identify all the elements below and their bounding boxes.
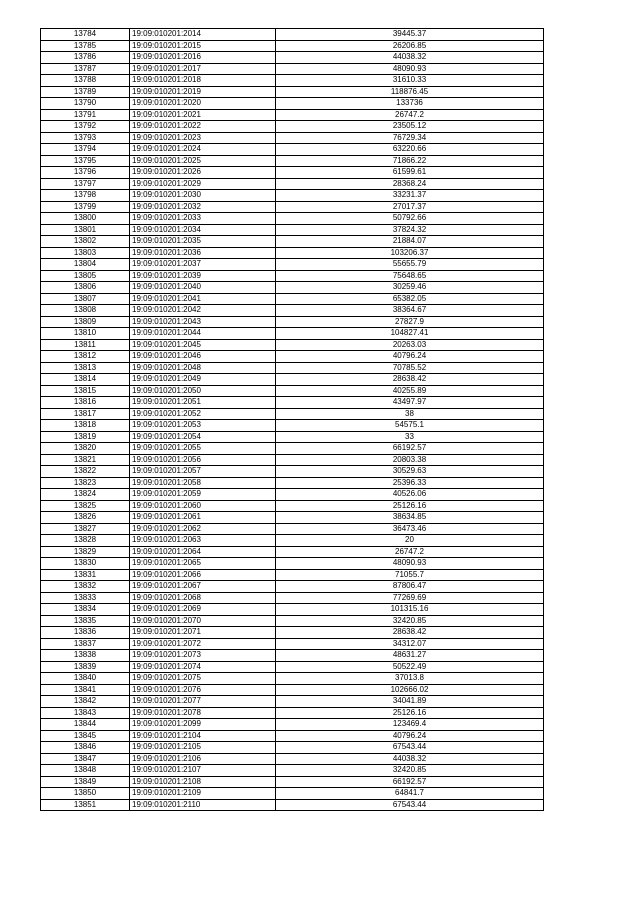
cadastral-number-cell: 19:09:010201:2053 (130, 420, 276, 432)
table-row (41, 132, 544, 144)
row-number-cell: 13814 (41, 374, 130, 386)
row-number-cell: 13845 (41, 730, 130, 742)
cadastral-number-cell: 19:09:010201:2050 (130, 385, 276, 397)
table-row (41, 799, 544, 811)
row-number-cell: 13804 (41, 259, 130, 271)
value-cell: 66192.57 (276, 776, 544, 788)
table-row (41, 121, 544, 133)
value-cell: 61599.61 (276, 167, 544, 179)
row-number-cell: 13836 (41, 627, 130, 639)
cadastral-number-cell: 19:09:010201:2057 (130, 466, 276, 478)
cadastral-number-cell: 19:09:010201:2065 (130, 558, 276, 570)
row-number-cell: 13851 (41, 799, 130, 811)
cadastral-number-cell: 19:09:010201:2017 (130, 63, 276, 75)
value-cell: 27827.9 (276, 316, 544, 328)
row-number-cell: 13848 (41, 765, 130, 777)
row-number-cell: 13830 (41, 558, 130, 570)
value-cell: 25126.16 (276, 500, 544, 512)
value-cell: 48090.93 (276, 63, 544, 75)
value-cell: 43497.97 (276, 397, 544, 409)
row-number-cell: 13823 (41, 477, 130, 489)
cadastral-number-cell: 19:09:010201:2078 (130, 707, 276, 719)
row-number-cell: 13798 (41, 190, 130, 202)
row-number-cell: 13815 (41, 385, 130, 397)
row-number-cell: 13844 (41, 719, 130, 731)
value-cell: 30529.63 (276, 466, 544, 478)
table-row (41, 638, 544, 650)
table-row (41, 523, 544, 535)
table-row (41, 776, 544, 788)
value-cell: 30259.46 (276, 282, 544, 294)
value-cell: 67543.44 (276, 742, 544, 754)
value-cell: 36473.46 (276, 523, 544, 535)
row-number-cell: 13817 (41, 408, 130, 420)
value-cell: 26206.85 (276, 40, 544, 52)
table-row (41, 569, 544, 581)
cadastral-number-cell: 19:09:010201:2055 (130, 443, 276, 455)
value-cell: 20263.03 (276, 339, 544, 351)
cadastral-number-cell: 19:09:010201:2075 (130, 673, 276, 685)
table-row (41, 650, 544, 662)
row-number-cell: 13850 (41, 788, 130, 800)
row-number-cell: 13821 (41, 454, 130, 466)
cadastral-number-cell: 19:09:010201:2039 (130, 270, 276, 282)
cadastral-number-cell: 19:09:010201:2042 (130, 305, 276, 317)
table-row (41, 190, 544, 202)
value-cell: 40526.06 (276, 489, 544, 501)
row-number-cell: 13800 (41, 213, 130, 225)
table-row (41, 144, 544, 156)
row-number-cell: 13785 (41, 40, 130, 52)
value-cell: 76729.34 (276, 132, 544, 144)
value-cell: 104827.41 (276, 328, 544, 340)
cadastral-number-cell: 19:09:010201:2058 (130, 477, 276, 489)
table-row (41, 477, 544, 489)
value-cell: 37824.32 (276, 224, 544, 236)
value-cell: 33 (276, 431, 544, 443)
table-row (41, 178, 544, 190)
cadastral-number-cell: 19:09:010201:2067 (130, 581, 276, 593)
value-cell: 66192.57 (276, 443, 544, 455)
value-cell: 26747.2 (276, 546, 544, 558)
table-row (41, 385, 544, 397)
cadastral-value-table (40, 28, 544, 811)
row-number-cell: 13834 (41, 604, 130, 616)
value-cell: 31610.33 (276, 75, 544, 87)
value-cell: 103206.37 (276, 247, 544, 259)
row-number-cell: 13847 (41, 753, 130, 765)
cadastral-number-cell: 19:09:010201:2043 (130, 316, 276, 328)
value-cell: 40796.24 (276, 351, 544, 363)
row-number-cell: 13824 (41, 489, 130, 501)
table-row (41, 673, 544, 685)
table-row (41, 604, 544, 616)
row-number-cell: 13826 (41, 512, 130, 524)
cadastral-number-cell: 19:09:010201:2052 (130, 408, 276, 420)
row-number-cell: 13846 (41, 742, 130, 754)
table-row (41, 592, 544, 604)
table-body (41, 29, 544, 811)
table-row (41, 270, 544, 282)
value-cell: 38 (276, 408, 544, 420)
row-number-cell: 13809 (41, 316, 130, 328)
table-row (41, 558, 544, 570)
table-row (41, 155, 544, 167)
value-cell: 48631.27 (276, 650, 544, 662)
row-number-cell: 13788 (41, 75, 130, 87)
value-cell: 55655.79 (276, 259, 544, 271)
row-number-cell: 13813 (41, 362, 130, 374)
row-number-cell: 13793 (41, 132, 130, 144)
value-cell: 63220.66 (276, 144, 544, 156)
table-row (41, 282, 544, 294)
table-row (41, 98, 544, 110)
cadastral-number-cell: 19:09:010201:2109 (130, 788, 276, 800)
row-number-cell: 13799 (41, 201, 130, 213)
value-cell: 40255.89 (276, 385, 544, 397)
table-row (41, 63, 544, 75)
value-cell: 71055.7 (276, 569, 544, 581)
row-number-cell: 13822 (41, 466, 130, 478)
cadastral-number-cell: 19:09:010201:2021 (130, 109, 276, 121)
table-row (41, 535, 544, 547)
row-number-cell: 13797 (41, 178, 130, 190)
cadastral-number-cell: 19:09:010201:2072 (130, 638, 276, 650)
row-number-cell: 13840 (41, 673, 130, 685)
cadastral-number-cell: 19:09:010201:2105 (130, 742, 276, 754)
row-number-cell: 13789 (41, 86, 130, 98)
table-row (41, 362, 544, 374)
cadastral-number-cell: 19:09:010201:2016 (130, 52, 276, 64)
table-row (41, 466, 544, 478)
cadastral-number-cell: 19:09:010201:2077 (130, 696, 276, 708)
value-cell: 32420.85 (276, 765, 544, 777)
cadastral-number-cell: 19:09:010201:2024 (130, 144, 276, 156)
cadastral-number-cell: 19:09:010201:2066 (130, 569, 276, 581)
value-cell: 39445.37 (276, 29, 544, 41)
cadastral-number-cell: 19:09:010201:2108 (130, 776, 276, 788)
table-row (41, 742, 544, 754)
row-number-cell: 13833 (41, 592, 130, 604)
row-number-cell: 13794 (41, 144, 130, 156)
table-row (41, 489, 544, 501)
cadastral-number-cell: 19:09:010201:2041 (130, 293, 276, 305)
table-row (41, 500, 544, 512)
table-row (41, 374, 544, 386)
value-cell: 87806.47 (276, 581, 544, 593)
cadastral-number-cell: 19:09:010201:2056 (130, 454, 276, 466)
cadastral-number-cell: 19:09:010201:2099 (130, 719, 276, 731)
cadastral-number-cell: 19:09:010201:2060 (130, 500, 276, 512)
value-cell: 48090.93 (276, 558, 544, 570)
cadastral-number-cell: 19:09:010201:2064 (130, 546, 276, 558)
value-cell: 44038.32 (276, 52, 544, 64)
table-row (41, 707, 544, 719)
table-row (41, 293, 544, 305)
cadastral-number-cell: 19:09:010201:2076 (130, 684, 276, 696)
table-row (41, 167, 544, 179)
table-row (41, 627, 544, 639)
value-cell: 33231.37 (276, 190, 544, 202)
row-number-cell: 13820 (41, 443, 130, 455)
row-number-cell: 13784 (41, 29, 130, 41)
cadastral-number-cell: 19:09:010201:2048 (130, 362, 276, 374)
cadastral-number-cell: 19:09:010201:2106 (130, 753, 276, 765)
cadastral-number-cell: 19:09:010201:2070 (130, 615, 276, 627)
value-cell: 77269.69 (276, 592, 544, 604)
table-row (41, 788, 544, 800)
table-row (41, 765, 544, 777)
row-number-cell: 13791 (41, 109, 130, 121)
cadastral-number-cell: 19:09:010201:2040 (130, 282, 276, 294)
value-cell: 54575.1 (276, 420, 544, 432)
cadastral-number-cell: 19:09:010201:2068 (130, 592, 276, 604)
table-row (41, 431, 544, 443)
table-row (41, 52, 544, 64)
cadastral-number-cell: 19:09:010201:2034 (130, 224, 276, 236)
row-number-cell: 13838 (41, 650, 130, 662)
cadastral-number-cell: 19:09:010201:2045 (130, 339, 276, 351)
row-number-cell: 13825 (41, 500, 130, 512)
table-row (41, 661, 544, 673)
row-number-cell: 13806 (41, 282, 130, 294)
value-cell: 23505.12 (276, 121, 544, 133)
cadastral-number-cell: 19:09:010201:2033 (130, 213, 276, 225)
table-row (41, 443, 544, 455)
cadastral-number-cell: 19:09:010201:2036 (130, 247, 276, 259)
row-number-cell: 13819 (41, 431, 130, 443)
row-number-cell: 13802 (41, 236, 130, 248)
cadastral-number-cell: 19:09:010201:2110 (130, 799, 276, 811)
table-row (41, 408, 544, 420)
cadastral-number-cell: 19:09:010201:2051 (130, 397, 276, 409)
value-cell: 75648.65 (276, 270, 544, 282)
cadastral-number-cell: 19:09:010201:2020 (130, 98, 276, 110)
row-number-cell: 13839 (41, 661, 130, 673)
table-row (41, 29, 544, 41)
table-row (41, 753, 544, 765)
row-number-cell: 13842 (41, 696, 130, 708)
table-row (41, 696, 544, 708)
table-row (41, 305, 544, 317)
row-number-cell: 13832 (41, 581, 130, 593)
value-cell: 20803.38 (276, 454, 544, 466)
cadastral-number-cell: 19:09:010201:2032 (130, 201, 276, 213)
table-row (41, 316, 544, 328)
cadastral-number-cell: 19:09:010201:2054 (130, 431, 276, 443)
cadastral-number-cell: 19:09:010201:2025 (130, 155, 276, 167)
row-number-cell: 13812 (41, 351, 130, 363)
value-cell: 50522.49 (276, 661, 544, 673)
cadastral-number-cell: 19:09:010201:2061 (130, 512, 276, 524)
row-number-cell: 13792 (41, 121, 130, 133)
row-number-cell: 13835 (41, 615, 130, 627)
row-number-cell: 13790 (41, 98, 130, 110)
row-number-cell: 13811 (41, 339, 130, 351)
row-number-cell: 13810 (41, 328, 130, 340)
table-row (41, 224, 544, 236)
row-number-cell: 13801 (41, 224, 130, 236)
value-cell: 27017.37 (276, 201, 544, 213)
row-number-cell: 13805 (41, 270, 130, 282)
cadastral-number-cell: 19:09:010201:2015 (130, 40, 276, 52)
table-row (41, 40, 544, 52)
value-cell: 118876.45 (276, 86, 544, 98)
cadastral-number-cell: 19:09:010201:2104 (130, 730, 276, 742)
cadastral-number-cell: 19:09:010201:2062 (130, 523, 276, 535)
table-row (41, 201, 544, 213)
table-row (41, 719, 544, 731)
value-cell: 34041.89 (276, 696, 544, 708)
value-cell: 28638.42 (276, 627, 544, 639)
row-number-cell: 13796 (41, 167, 130, 179)
value-cell: 26747.2 (276, 109, 544, 121)
row-number-cell: 13843 (41, 707, 130, 719)
value-cell: 40796.24 (276, 730, 544, 742)
table-row (41, 109, 544, 121)
row-number-cell: 13831 (41, 569, 130, 581)
row-number-cell: 13808 (41, 305, 130, 317)
value-cell: 38364.67 (276, 305, 544, 317)
value-cell: 133736 (276, 98, 544, 110)
value-cell: 44038.32 (276, 753, 544, 765)
row-number-cell: 13807 (41, 293, 130, 305)
value-cell: 71866.22 (276, 155, 544, 167)
value-cell: 67543.44 (276, 799, 544, 811)
table-row (41, 581, 544, 593)
cadastral-number-cell: 19:09:010201:2073 (130, 650, 276, 662)
cadastral-number-cell: 19:09:010201:2107 (130, 765, 276, 777)
cadastral-number-cell: 19:09:010201:2029 (130, 178, 276, 190)
cadastral-number-cell: 19:09:010201:2049 (130, 374, 276, 386)
value-cell: 34312.07 (276, 638, 544, 650)
cadastral-number-cell: 19:09:010201:2037 (130, 259, 276, 271)
value-cell: 38634.85 (276, 512, 544, 524)
value-cell: 25126.16 (276, 707, 544, 719)
cadastral-number-cell: 19:09:010201:2030 (130, 190, 276, 202)
value-cell: 123469.4 (276, 719, 544, 731)
value-cell: 37013.8 (276, 673, 544, 685)
table-row (41, 328, 544, 340)
value-cell: 101315.16 (276, 604, 544, 616)
value-cell: 70785.52 (276, 362, 544, 374)
table-row (41, 236, 544, 248)
value-cell: 25396.33 (276, 477, 544, 489)
row-number-cell: 13829 (41, 546, 130, 558)
table-row (41, 546, 544, 558)
value-cell: 20 (276, 535, 544, 547)
row-number-cell: 13849 (41, 776, 130, 788)
table-row (41, 420, 544, 432)
value-cell: 64841.7 (276, 788, 544, 800)
cadastral-number-cell: 19:09:010201:2026 (130, 167, 276, 179)
cadastral-number-cell: 19:09:010201:2046 (130, 351, 276, 363)
cadastral-number-cell: 19:09:010201:2063 (130, 535, 276, 547)
value-cell: 102666.02 (276, 684, 544, 696)
value-cell: 21884.07 (276, 236, 544, 248)
row-number-cell: 13827 (41, 523, 130, 535)
table-row (41, 615, 544, 627)
table-row (41, 86, 544, 98)
value-cell: 28368.24 (276, 178, 544, 190)
value-cell: 50792.66 (276, 213, 544, 225)
cadastral-number-cell: 19:09:010201:2059 (130, 489, 276, 501)
cadastral-number-cell: 19:09:010201:2023 (130, 132, 276, 144)
cadastral-number-cell: 19:09:010201:2035 (130, 236, 276, 248)
row-number-cell: 13841 (41, 684, 130, 696)
cadastral-number-cell: 19:09:010201:2069 (130, 604, 276, 616)
table-row (41, 351, 544, 363)
row-number-cell: 13818 (41, 420, 130, 432)
cadastral-number-cell: 19:09:010201:2019 (130, 86, 276, 98)
table-row (41, 213, 544, 225)
table-row (41, 247, 544, 259)
table-row (41, 512, 544, 524)
row-number-cell: 13828 (41, 535, 130, 547)
cadastral-number-cell: 19:09:010201:2018 (130, 75, 276, 87)
cadastral-number-cell: 19:09:010201:2044 (130, 328, 276, 340)
cadastral-number-cell: 19:09:010201:2074 (130, 661, 276, 673)
value-cell: 32420.85 (276, 615, 544, 627)
cadastral-number-cell: 19:09:010201:2022 (130, 121, 276, 133)
row-number-cell: 13816 (41, 397, 130, 409)
table-row (41, 259, 544, 271)
row-number-cell: 13786 (41, 52, 130, 64)
cadastral-number-cell: 19:09:010201:2071 (130, 627, 276, 639)
row-number-cell: 13795 (41, 155, 130, 167)
row-number-cell: 13837 (41, 638, 130, 650)
cadastral-number-cell: 19:09:010201:2014 (130, 29, 276, 41)
value-cell: 65382.05 (276, 293, 544, 305)
table-row (41, 339, 544, 351)
table-row (41, 397, 544, 409)
row-number-cell: 13787 (41, 63, 130, 75)
row-number-cell: 13803 (41, 247, 130, 259)
table-row (41, 730, 544, 742)
value-cell: 28638.42 (276, 374, 544, 386)
table-row (41, 75, 544, 87)
table-row (41, 684, 544, 696)
table-row (41, 454, 544, 466)
